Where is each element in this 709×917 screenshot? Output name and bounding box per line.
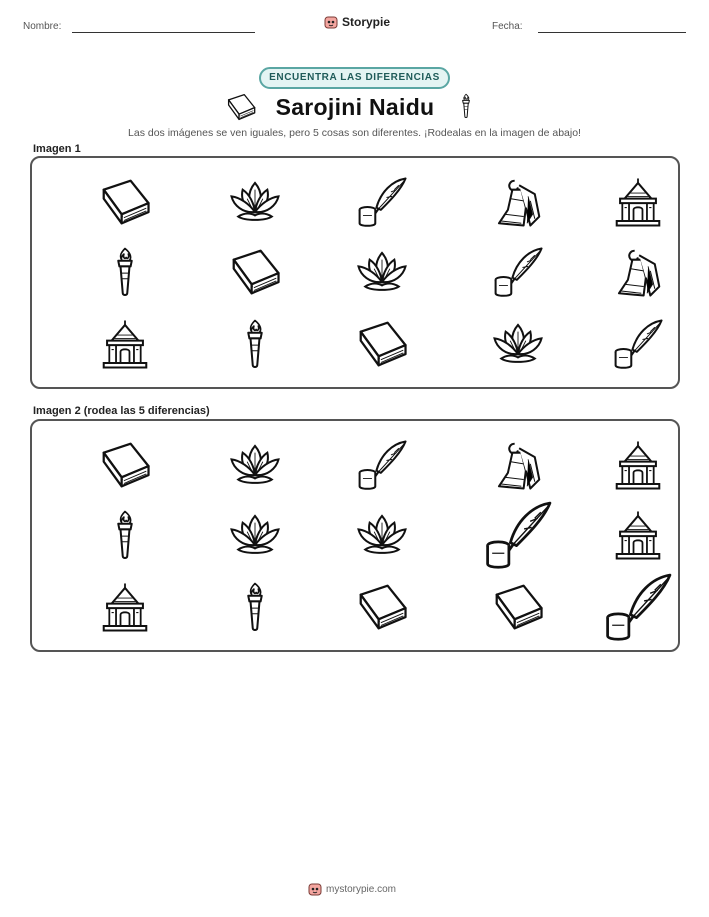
lotus-icon[interactable] xyxy=(354,509,410,561)
book-icon[interactable] xyxy=(490,581,546,633)
page-title: Sarojini Naidu xyxy=(275,94,435,120)
lotus-icon xyxy=(354,246,410,298)
image2-title: Imagen 2 (rodea las 5 diferencias) xyxy=(33,405,210,417)
quill-inkpot-icon[interactable] xyxy=(600,572,676,642)
temple-icon[interactable] xyxy=(97,581,153,633)
storypie-logo-icon xyxy=(324,15,338,29)
book-icon[interactable] xyxy=(354,581,410,633)
image1-title: Imagen 1 xyxy=(33,143,81,155)
date-label: Fecha: xyxy=(492,21,523,32)
lotus-icon xyxy=(227,176,283,228)
torch-icon xyxy=(227,318,283,370)
footer-site: mystorypie.com xyxy=(326,883,397,895)
quill-inkpot-icon[interactable] xyxy=(354,439,410,491)
book-icon xyxy=(227,246,283,298)
activity-badge: ENCUENTRA LAS DIFERENCIAS xyxy=(259,67,450,89)
torch-icon[interactable] xyxy=(227,581,283,633)
torch-icon xyxy=(97,246,153,298)
brand-logo xyxy=(324,15,390,29)
name-label: Nombre: xyxy=(23,21,62,32)
image2-panel[interactable] xyxy=(30,419,680,652)
lotus-icon[interactable] xyxy=(227,509,283,561)
brand-name: Storypie xyxy=(342,15,391,29)
quill-inkpot-icon xyxy=(610,318,666,370)
lotus-icon xyxy=(490,318,546,370)
temple-icon[interactable] xyxy=(610,439,666,491)
title-book-icon xyxy=(224,92,258,127)
title-torch-icon xyxy=(452,90,480,127)
temple-icon xyxy=(610,176,666,228)
quill-inkpot-icon xyxy=(490,246,546,298)
book-icon[interactable] xyxy=(97,439,153,491)
quill-inkpot-icon[interactable] xyxy=(480,500,556,570)
temple-icon[interactable] xyxy=(610,509,666,561)
date-field[interactable] xyxy=(538,32,686,33)
torch-icon[interactable] xyxy=(97,509,153,561)
storypie-footer-logo-icon xyxy=(308,882,322,896)
saree-icon xyxy=(490,176,546,228)
book-icon xyxy=(97,176,153,228)
lotus-icon[interactable] xyxy=(227,439,283,491)
instructions: Las dos imágenes se ven iguales, pero 5 cosas son diferentes. ¡Rodealas en la imagen de abajo! xyxy=(128,127,581,139)
quill-inkpot-icon xyxy=(354,176,410,228)
temple-icon xyxy=(97,318,153,370)
footer xyxy=(308,882,396,896)
saree-icon[interactable] xyxy=(490,439,546,491)
image1-panel xyxy=(30,156,680,389)
book-icon xyxy=(354,318,410,370)
name-field[interactable] xyxy=(72,32,255,33)
saree-icon xyxy=(610,246,666,298)
